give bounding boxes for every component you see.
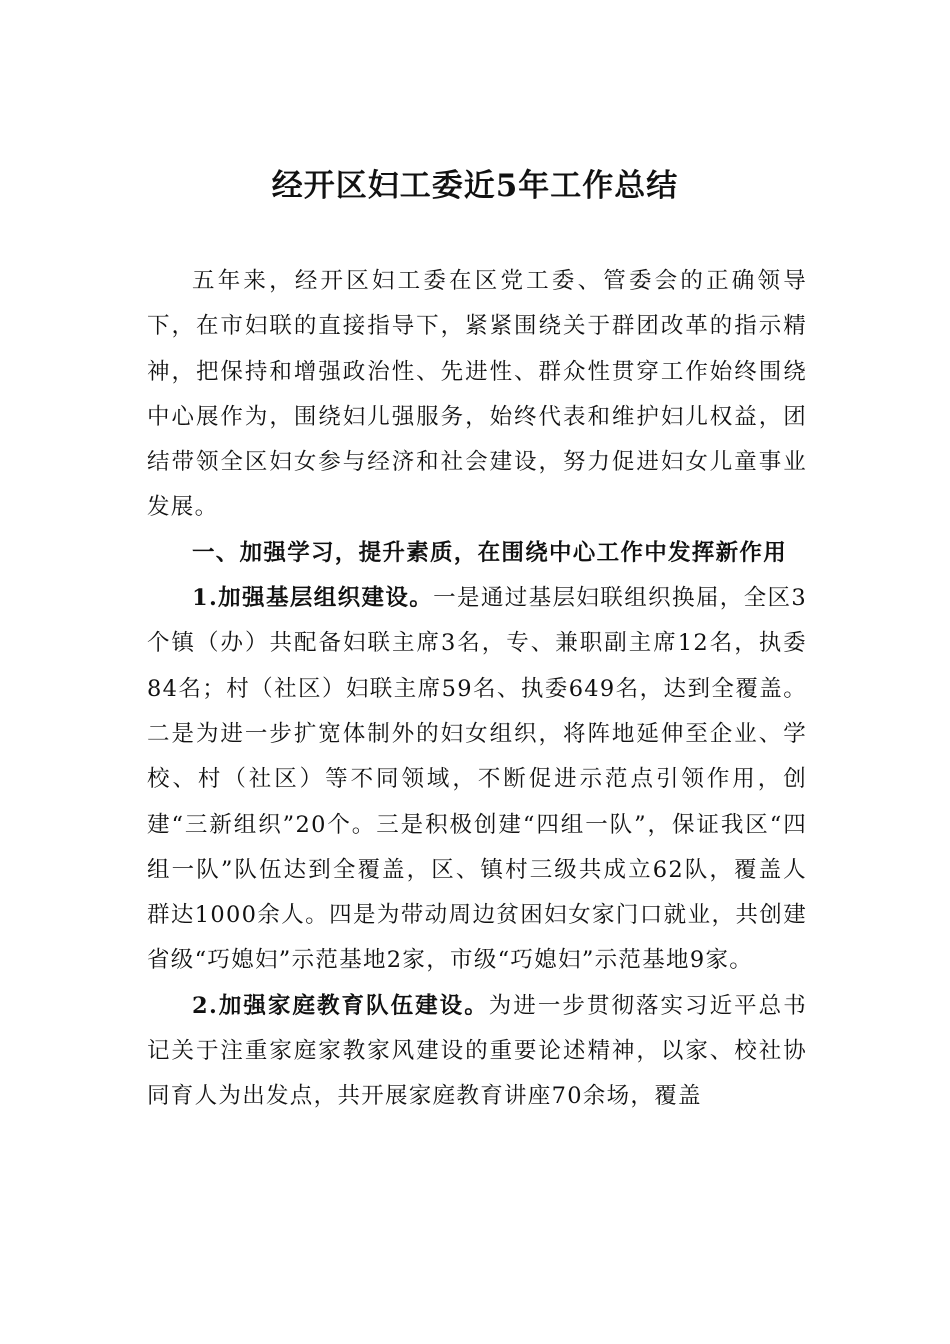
- item-2-text: 为进一步贯彻落实习近平总书记关于注重家庭家教家风建设的重要论述精神，以家、校社协同育人为出发点，共开展家庭教育讲座70余场，覆盖: [147, 992, 808, 1110]
- document-body: [147, 259, 807, 1120]
- intro-paragraph: 五年来，经开区妇工委在区党工委、管委会的正确领导下，在市妇联的直接指导下，紧紧围绕关于群团改革的指示精神，把保持和增强政治性、先进性、群众性贯穿工作始终围绕中心展作为，围绕妇儿强服务，始终代表和维护妇儿权益，团结带领全区妇女参与经济和社会建设，努力促进妇女儿童事业发展。: [147, 268, 807, 521]
- section-1-heading: 一、加强学习，提升素质，在围绕中心工作中发挥新作用: [192, 539, 788, 566]
- item-1-text: 一是通过基层妇联组织换届，全区3个镇（办）共配备妇联主席3名，专、兼职副主席12名，执委84名；村（社区）妇联主席59名、执委649名，达到全覆盖。二是为进一步扩宽体制外的妇女组织，将阵地延伸至企业、学校、村（社区）等不同领域，不断促进示范点引领作用，创建“三新组织”20个。三是积极创建“四组一队”，保证我区“四组一队”队伍达到全覆盖，区、镇村三级共成立62队，覆盖人群达1000余人。四是为带动周边贫困妇女家门口就业，共创建省级“巧媳妇”示范基地2家，市级“巧媳妇”示范基地9家。: [147, 585, 807, 974]
- item-2-paragraph: [147, 984, 807, 1120]
- item-1-lead: 1.加强基层组织建设。: [192, 585, 434, 612]
- document-title: 经开区妇工委近5年工作总结: [271, 168, 679, 204]
- item-2-lead: 2.加强家庭教育队伍建设。: [192, 992, 489, 1019]
- item-1-paragraph: [147, 576, 807, 984]
